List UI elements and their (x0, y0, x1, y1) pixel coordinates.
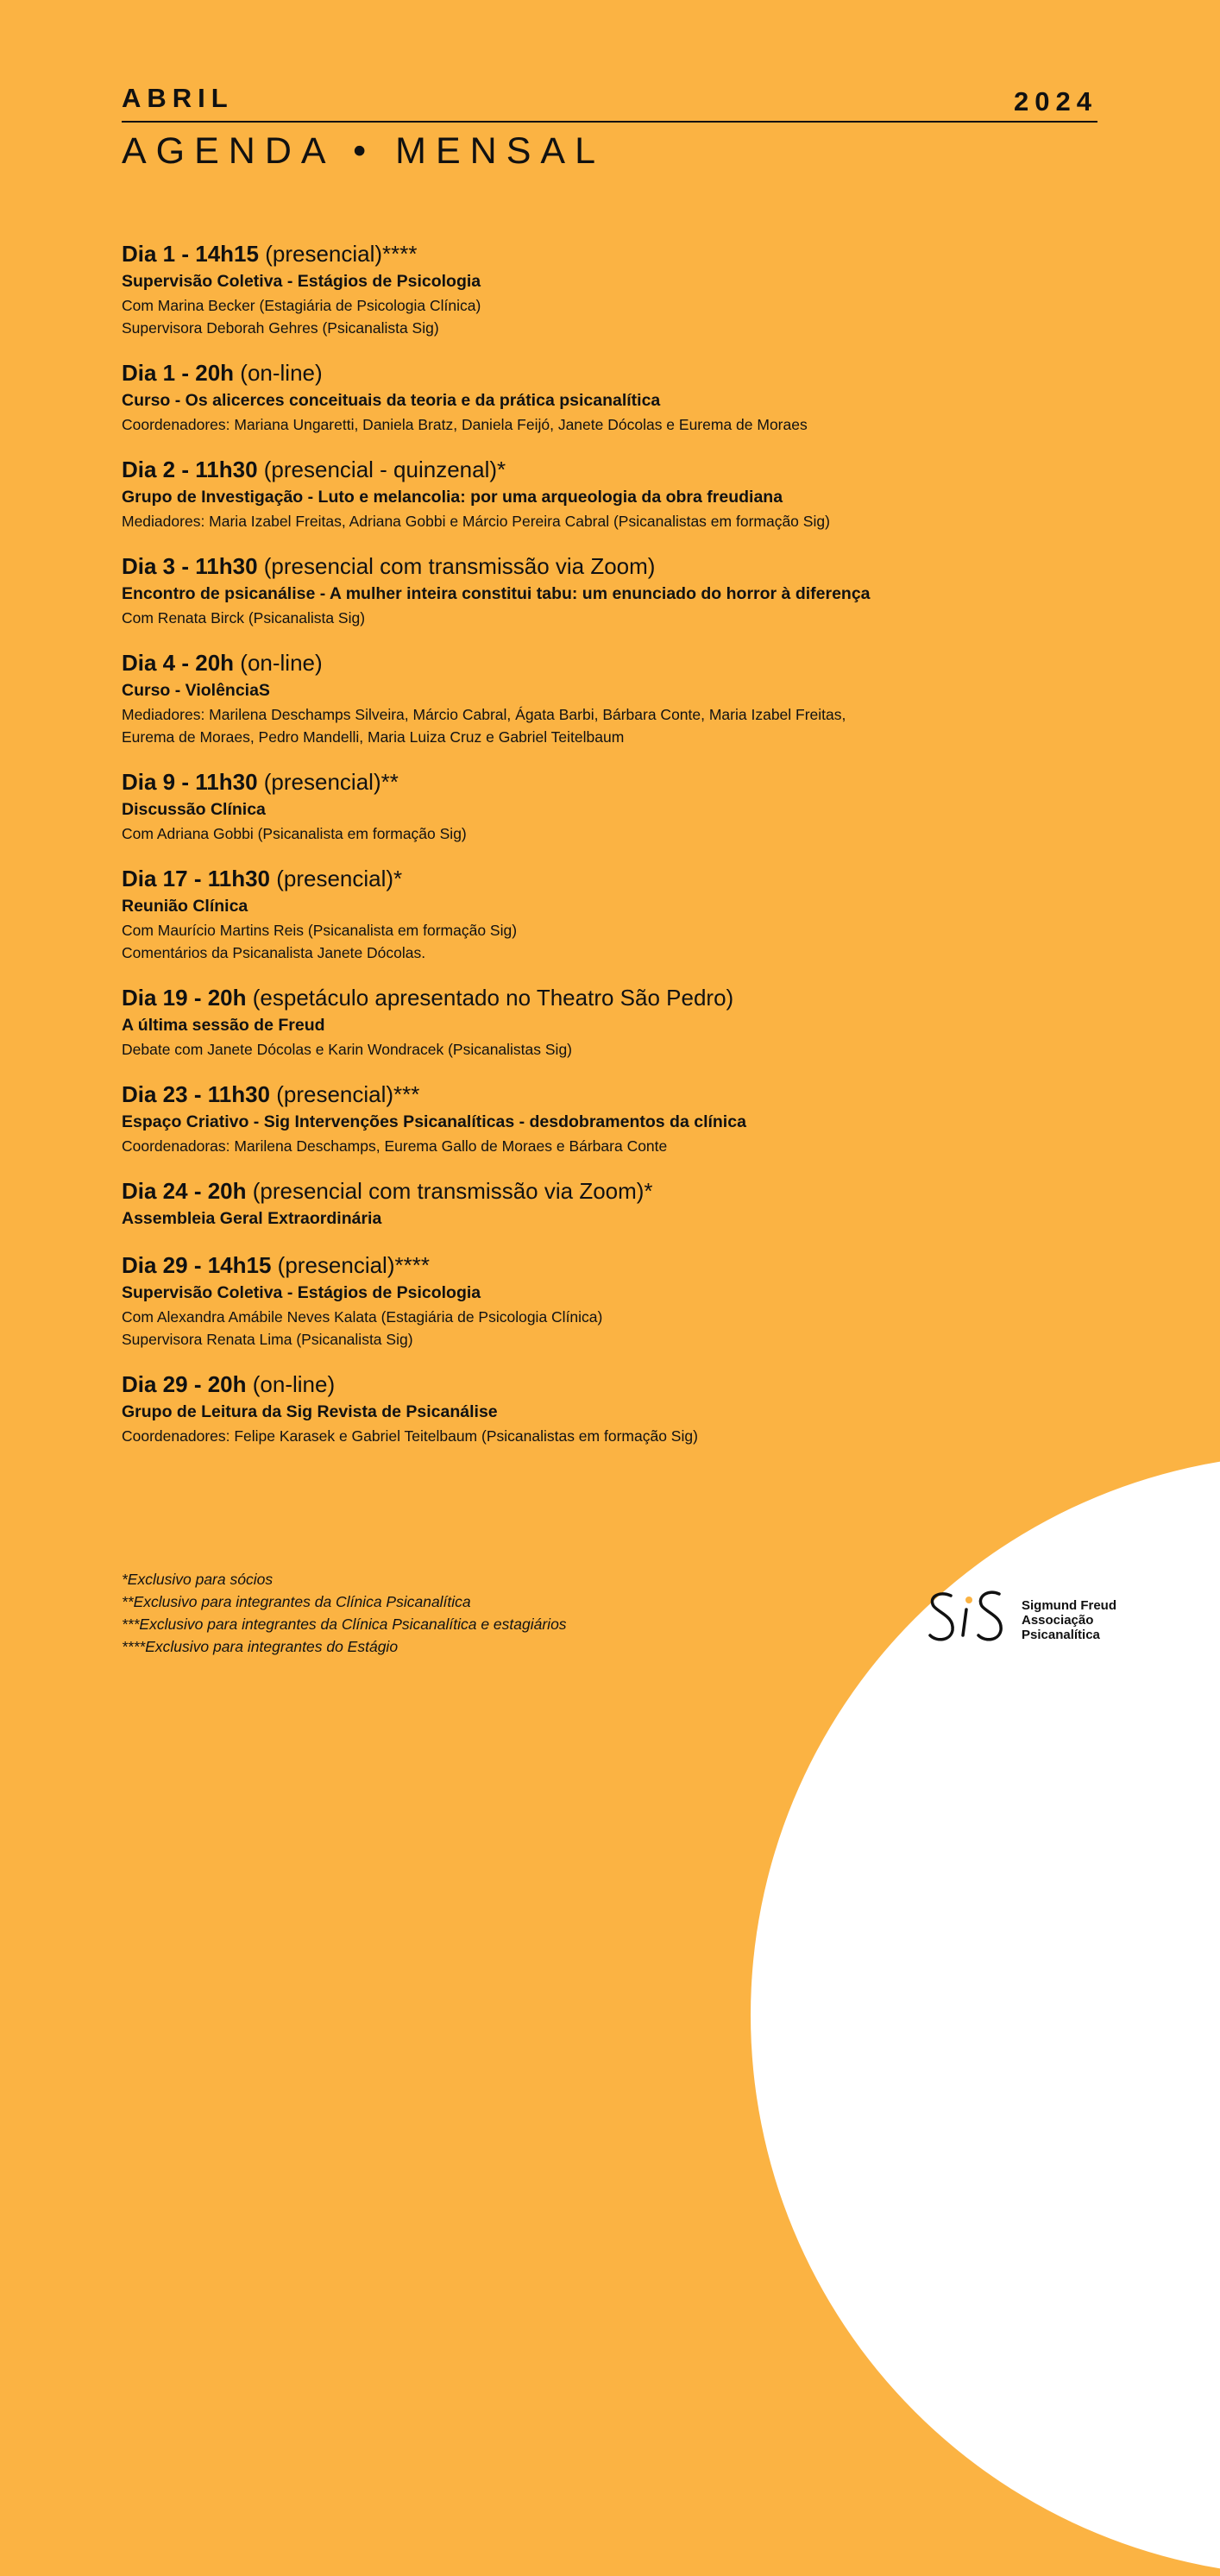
event-item (122, 551, 1114, 629)
event-date: Dia 1 - 14h15 (122, 241, 259, 267)
event-mode: (presencial)**** (271, 1252, 430, 1278)
event-date: Dia 24 - 20h (122, 1178, 247, 1204)
event-mode: (presencial com transmissão via Zoom)* (246, 1178, 653, 1204)
event-heading (122, 766, 1114, 797)
footnote: ***Exclusivo para integrantes da Clínica Psicanalítica e estagiários (122, 1616, 567, 1633)
event-mode: (presencial)* (270, 866, 403, 891)
event-heading (122, 863, 1114, 894)
event-heading (122, 1250, 1114, 1281)
event-mode: (presencial)** (257, 769, 399, 795)
footnote: **Exclusivo para integrantes da Clínica Psicanalítica (122, 1593, 471, 1610)
event-item (122, 1175, 1114, 1231)
event-date: Dia 23 - 11h30 (122, 1081, 270, 1107)
event-title: Supervisão Coletiva - Estágios de Psicologia (122, 1283, 481, 1302)
footnotes (122, 1568, 567, 1658)
event-title: Reunião Clínica (122, 897, 248, 916)
event-item (122, 238, 1114, 339)
event-list (122, 238, 1114, 1465)
event-item (122, 863, 1114, 964)
footnote: ****Exclusivo para integrantes do Estágio (122, 1638, 399, 1655)
event-detail: Com Renata Birck (Psicanalista Sig) (122, 609, 366, 627)
event-mode: (on-line) (234, 650, 323, 676)
event-title: Discussão Clínica (122, 800, 266, 819)
event-mode: (espetáculo apresentado no Theatro São Pedro) (246, 985, 734, 1011)
event-detail: Coordenadores: Felipe Karasek e Gabriel Teitelbaum (Psicanalistas em formação Sig) (122, 1427, 698, 1445)
event-date: Dia 4 - 20h (122, 650, 235, 676)
logo-line: Sigmund Freud (1022, 1598, 1116, 1613)
event-heading (122, 1369, 1114, 1400)
event-date: Dia 2 - 11h30 (122, 457, 258, 482)
event-title: Grupo de Investigação - Luto e melancolia: por uma arqueologia da obra freudiana (122, 488, 783, 507)
event-item (122, 454, 1114, 532)
event-detail: Com Marina Becker (Estagiária de Psicologia Clínica) (122, 297, 481, 314)
event-mode: (on-line) (246, 1371, 336, 1397)
event-detail: Coordenadoras: Marilena Deschamps, Eurema Gallo de Moraes e Bárbara Conte (122, 1137, 668, 1155)
logo-line: Associação (1022, 1613, 1094, 1628)
event-item (122, 766, 1114, 845)
event-title: Supervisão Coletiva - Estágios de Psicologia (122, 272, 481, 291)
event-detail: Coordenadores: Mariana Ungaretti, Daniela Bratz, Daniela Feijó, Janete Dócolas e Eurema de Moraes (122, 416, 808, 433)
event-heading (122, 1079, 1114, 1110)
event-mode: (presencial)**** (258, 241, 418, 267)
event-date: Dia 29 - 14h15 (122, 1252, 272, 1278)
event-item (122, 647, 1114, 748)
event-detail: Com Alexandra Amábile Neves Kalata (Estagiária de Psicologia Clínica) (122, 1308, 603, 1326)
event-date: Dia 29 - 20h (122, 1371, 247, 1397)
sig-logo-mark (925, 1584, 1020, 1653)
event-mode: (presencial com transmissão via Zoom) (257, 553, 656, 579)
event-detail: Com Maurício Martins Reis (Psicanalista em formação Sig) (122, 922, 518, 939)
event-title: Espaço Criativo - Sig Intervenções Psicanalíticas - desdobramentos da clínica (122, 1112, 746, 1131)
page-title: AGENDA • MENSAL (122, 130, 605, 172)
event-heading (122, 1175, 1114, 1206)
event-date: Dia 1 - 20h (122, 360, 235, 386)
event-title: Assembleia Geral Extraordinária (122, 1209, 382, 1228)
event-item (122, 1079, 1114, 1157)
event-title: Grupo de Leitura da Sig Revista de Psicanálise (122, 1402, 498, 1421)
event-heading (122, 647, 1114, 678)
event-heading (122, 357, 1114, 388)
event-date: Dia 17 - 11h30 (122, 866, 270, 891)
event-detail: Debate com Janete Dócolas e Karin Wondracek (Psicanalistas Sig) (122, 1041, 573, 1058)
sig-logo (925, 1584, 1132, 1653)
event-heading (122, 238, 1114, 269)
event-title: Encontro de psicanálise - A mulher inteira constitui tabu: um enunciado do horror à diferença (122, 584, 871, 603)
event-heading (122, 551, 1114, 582)
month-label: ABRIL (122, 83, 234, 113)
event-item (122, 1250, 1114, 1351)
logo-dot (965, 1597, 972, 1603)
event-detail: Mediadores: Marilena Deschamps Silveira, Márcio Cabral, Ágata Barbi, Bárbara Conte, Maria Izabel Freitas, (122, 706, 846, 723)
event-mode: (presencial - quinzenal)* (257, 457, 506, 482)
event-detail: Mediadores: Maria Izabel Freitas, Adriana Gobbi e Márcio Pereira Cabral (Psicanalistas em formação Sig) (122, 513, 830, 530)
event-title: A última sessão de Freud (122, 1016, 325, 1035)
event-detail: Com Adriana Gobbi (Psicanalista em formação Sig) (122, 825, 467, 842)
event-date: Dia 9 - 11h30 (122, 769, 258, 795)
event-title: Curso - Os alicerces conceituais da teoria e da prática psicanalítica (122, 391, 661, 410)
event-detail: Supervisora Deborah Gehres (Psicanalista Sig) (122, 319, 439, 337)
logo-line: Psicanalítica (1022, 1628, 1100, 1642)
header-divider (122, 121, 1097, 123)
event-detail: Comentários da Psicanalista Janete Dócolas. (122, 944, 426, 961)
event-item (122, 982, 1114, 1061)
event-detail: Eurema de Moraes, Pedro Mandelli, Maria Luiza Cruz e Gabriel Teitelbaum (122, 728, 625, 746)
footnote: *Exclusivo para sócios (122, 1571, 274, 1588)
event-item (122, 1369, 1114, 1447)
event-heading (122, 454, 1114, 485)
event-mode: (presencial)*** (270, 1081, 420, 1107)
event-title: Curso - ViolênciaS (122, 681, 270, 700)
event-date: Dia 3 - 11h30 (122, 553, 258, 579)
event-detail: Supervisora Renata Lima (Psicanalista Sig) (122, 1331, 413, 1348)
event-mode: (on-line) (234, 360, 323, 386)
logo-wordmark (1022, 1598, 1116, 1642)
event-item (122, 357, 1114, 436)
year-label: 2024 (1014, 86, 1097, 117)
event-heading (122, 982, 1114, 1013)
event-date: Dia 19 - 20h (122, 985, 247, 1011)
